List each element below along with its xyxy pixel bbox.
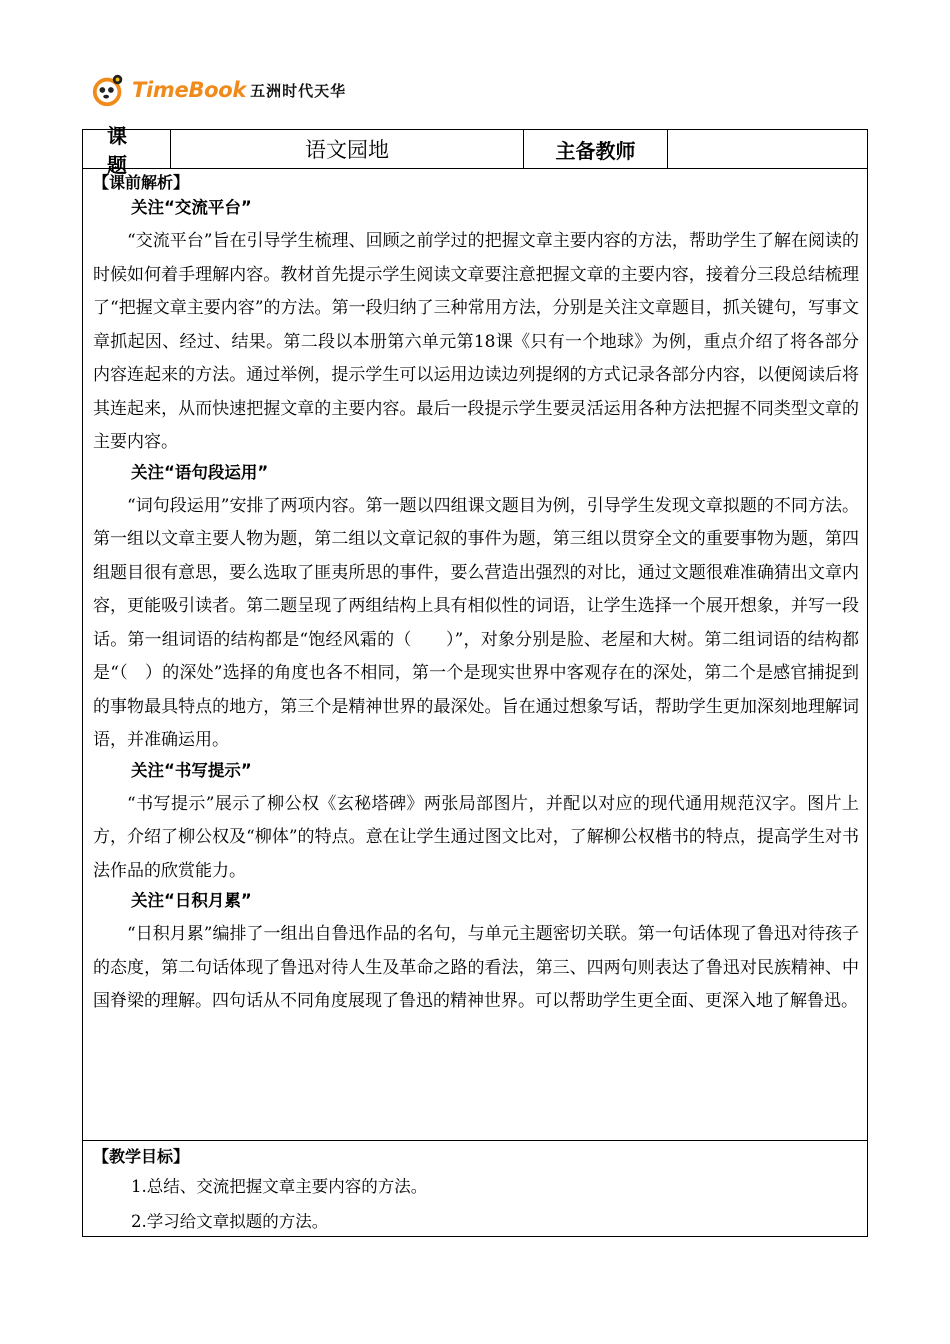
objective-item: 1.总结、交流把握文章主要内容的方法。 [131,1177,428,1196]
objective-item: 2.学习给文章拟题的方法。 [131,1212,329,1231]
section-body: “词句段运用”安排了两项内容。第一题以四组课文题目为例，引导学生发现文章拟题的不同方法。第一组以文章主要人物为题，第二组以文章记叙的事件为题，第三组以贯穿全文的重要事物为题，第四组题目很有意思，要么选取了匪夷所思的事件，要么营造出强烈的对比，通过文题很难准确猜出文章内容，更能吸引读者。第二题呈现了两组结构上具有相似性的词语，让学生选择一个展开想象，并写一段话。第一组词语的结构都是“饱经风霜的（ ）”，对象分别是脸、老屋和大树。第二组词语的结构都是“（ ）的深处”选择的角度也各不相同，第一个是现实世界中客观存在的深处，第二个是感官捕捉到的事物最具特点的地方，第三个是精神世界的最深处。旨在通过想象写话，帮助学生更加深刻地理解词语，并准确运用。 [93,495,859,750]
section-body: “日积月累”编排了一组出自鲁迅作品的名句，与单元主题密切关联。第一句话体现了鲁迅对待孩子的态度，第二句话体现了鲁迅对待人生及革命之路的看法，第三、四两句则表达了鲁迅对民族精神、中国脊梁的理解。四句话从不同角度展现了鲁迅的精神世界。可以帮助学生更全面、更深入地了解鲁迅。 [93,924,859,1011]
topic-label: 课 题 [83,130,171,168]
section-title: 关注“书写提示” [131,760,252,780]
teaching-objectives [83,1141,867,1239]
section-body: “交流平台”旨在引导学生梳理、回顾之前学过的把握文章主要内容的方法，帮助学生了解在阅读的时候如何着手理解内容。教材首先提示学生阅读文章要注意把握文章的主要内容，接着分三段总结梳理了“把握文章主要内容”的方法。第一段归纳了三种常用方法，分别是关注文章题目，抓关键句，写事文章抓起因、经过、结果。第二段以本册第六单元第18课《只有一个地球》为例，重点介绍了将各部分内容连起来的方法。通过举例，提示学生可以运用边读边列提纲的方式记录各部分内容，以便阅读后将其连起来，从而快速把握文章的主要内容。最后一段提示学生要灵活运用各种方法把握不同类型文章的主要内容。 [93,231,859,452]
teacher-value [668,130,867,168]
timebook-logo [90,70,346,110]
header-row [83,124,867,177]
objectives-label: 【教学目标】 [93,1147,190,1166]
logo-cn-text: 五洲时代天华 [250,81,347,100]
logo-brand-text: TimeBook [132,78,247,102]
section-title: 关注“日积月累” [131,891,252,910]
section-title: 关注“语句段运用” [131,462,269,482]
teacher-label: 主备教师 [524,130,668,168]
pre-lesson-analysis [83,171,867,1141]
lesson-plan-table [82,124,868,1237]
panda-mascot-icon [90,71,128,109]
topic-value: 语文园地 [171,130,524,168]
analysis-label: 【课前解析】 [93,173,190,192]
section-title: 关注“交流平台” [131,198,252,217]
section-body: “书写提示”展示了柳公权《玄秘塔碑》两张局部图片，并配以对应的现代通用规范汉字。图片上方，介绍了柳公权及“柳体”的特点。意在让学生通过图文比对，了解柳公权楷书的特点，提高学生对书法作品的欣赏能力。 [93,793,859,881]
